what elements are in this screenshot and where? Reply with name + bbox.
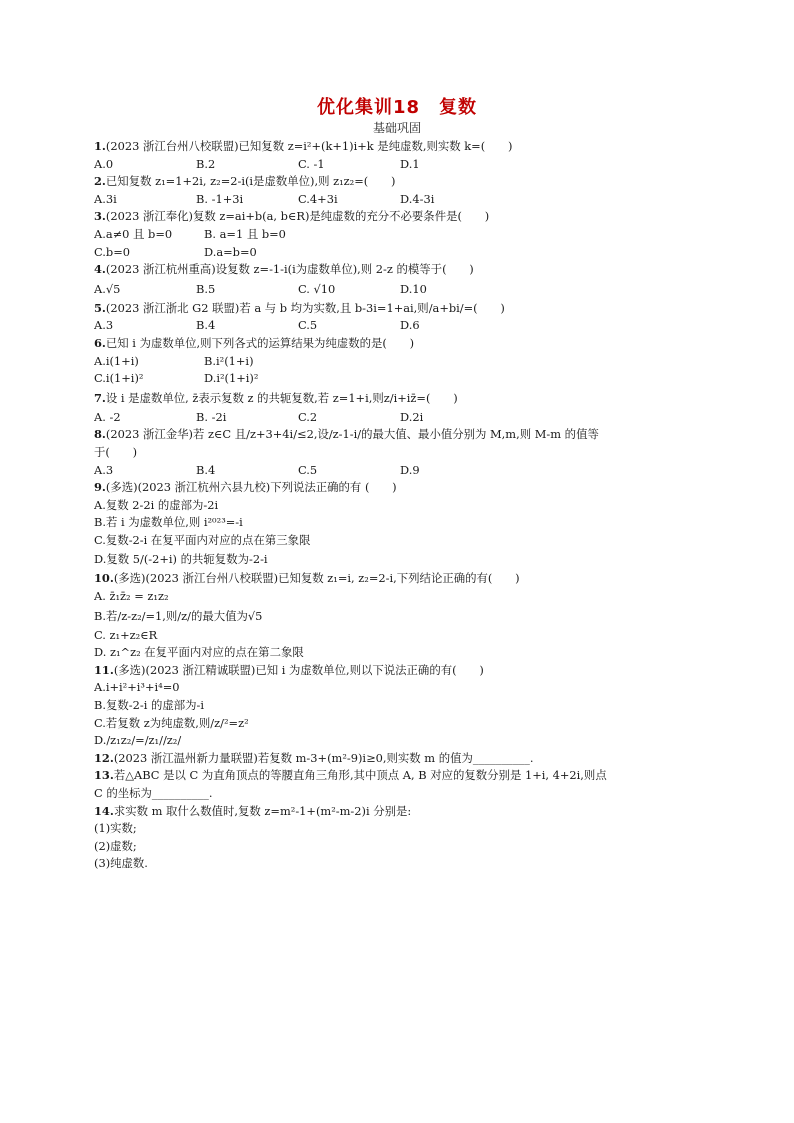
question-number: 14. <box>94 803 114 818</box>
question-text: (2023 浙江杭州重高)设复数 z=-1-i(i为虚数单位),则 2-z 的模等于( ) <box>105 262 474 277</box>
text-line: C. z₁+z₂∈R <box>94 627 158 642</box>
question-number: 6. <box>94 335 106 350</box>
answer-option: A.3 <box>94 462 114 477</box>
question-text: (2023 浙江奉化)复数 z=ai+b(a, b∈R)是纯虚数的充分不必要条件是( ) <box>105 209 490 224</box>
answer-option: B.4 <box>196 462 216 477</box>
question-number: 1. <box>94 139 106 153</box>
question-text: (2023 浙江台州八校联盟)已知复数 z=i²+(k+1)i+k 是纯虚数,则实数 k=( ) <box>105 139 513 153</box>
question-line <box>94 173 700 191</box>
answer-option: B.5 <box>196 281 216 296</box>
option-row <box>94 244 700 262</box>
question-line <box>94 138 700 156</box>
page-title: 优化集训18 复数 <box>316 97 478 118</box>
question-number: 9. <box>94 480 106 495</box>
question-text: (2023 浙江温州新力量联盟)若复数 m-3+(m²-9)i≥0,则实数 m 的值为__________. <box>113 750 534 765</box>
question-text: 已知 i 为虚数单位,则下列各式的运算结果为纯虚数的是( ) <box>105 335 415 350</box>
text-line: D./z₁z₂/=/z₁//z₂/ <box>94 733 182 748</box>
answer-option: B. -2i <box>196 409 227 424</box>
question-number: 8. <box>94 427 106 442</box>
answer-option: D.1 <box>400 156 420 171</box>
answer-option: A.i(1+i) <box>94 353 139 368</box>
answer-option: D.9 <box>400 462 420 477</box>
question-line <box>94 208 700 226</box>
answer-option: A.3i <box>94 191 117 206</box>
question-number: 12. <box>94 750 114 765</box>
question-number: 4. <box>94 262 106 277</box>
answer-option: C.2 <box>298 409 318 424</box>
answer-option: B. -1+3i <box>196 191 244 206</box>
text-line: B.若/z-z₂/=1,则/z/的最大值为√5 <box>94 608 263 623</box>
worksheet <box>94 96 700 873</box>
question-line <box>94 767 700 785</box>
question-number: 5. <box>94 300 106 315</box>
question-text: (2023 浙江浙北 G2 联盟)若 a 与 b 均为实数,且 b-3i=1+ai,则/a+bi/=( ) <box>105 300 505 315</box>
question-number: 3. <box>94 209 106 224</box>
answer-option: B.i²(1+i) <box>204 353 254 368</box>
answer-option: D.10 <box>400 281 427 296</box>
question-text: 已知复数 z₁=1+2i, z₂=2-i(i是虚数单位),则 z₁z₂=( ) <box>105 174 396 189</box>
answer-option: D.2i <box>400 409 424 424</box>
question-line <box>94 750 700 768</box>
answer-option: D.i²(1+i)² <box>204 371 259 386</box>
text-line: 于( ) <box>94 444 138 459</box>
question-line <box>94 662 700 680</box>
option-row <box>94 409 700 427</box>
text-line: A.复数 2-2i 的虚部为-2i <box>94 497 219 512</box>
text-line: C.复数-2-i 在复平面内对应的点在第三象限 <box>94 532 311 547</box>
question-line <box>94 388 700 409</box>
option-row <box>94 370 700 388</box>
question-line <box>94 261 700 279</box>
text-line: (3)纯虚数. <box>94 856 148 871</box>
question-line <box>94 570 700 588</box>
answer-option: A.a≠0 且 b=0 <box>94 226 173 241</box>
answer-option: B.4 <box>196 318 216 333</box>
text-line: (2)虚数; <box>94 838 137 853</box>
answer-option: D.4-3i <box>400 191 435 206</box>
text-line: D. z₁^z₂ 在复平面内对应的点在第二象限 <box>94 645 304 660</box>
question-line <box>94 335 700 353</box>
question-list <box>94 138 700 873</box>
question-line <box>94 426 700 444</box>
text-line: A.i+i²+i³+i⁴=0 <box>94 680 180 695</box>
text-line: C.若复数 z为纯虚数,则/z/²=z² <box>94 715 249 730</box>
question-text: 若△ABC 是以 C 为直角顶点的等腰直角三角形,其中顶点 A, B 对应的复数分别是 1+i, 4+2i,则点 <box>113 768 607 783</box>
question-number: 11. <box>94 662 114 677</box>
answer-option: A.3 <box>94 318 114 333</box>
question-text: (2023 浙江金华)若 z∈C 且/z+3+4i/≤2,设/z-1-i/的最大值、最小值分别为 M,m,则 M-m 的值等 <box>105 427 599 442</box>
question-text: (多选)(2023 浙江精诚联盟)已知 i 为虚数单位,则以下说法正确的有( ) <box>113 662 484 677</box>
answer-option: C. √10 <box>298 281 336 296</box>
text-line: D.复数 5/(-2+i) 的共轭复数为-2-i <box>94 552 268 567</box>
answer-option: C. -1 <box>298 156 325 171</box>
question-text: (多选)(2023 浙江台州八校联盟)已知复数 z₁=i, z₂=2-i,下列结论正确的有( ) <box>113 571 520 586</box>
text-line: B.若 i 为虚数单位,则 i²⁰²³=-i <box>94 515 243 530</box>
answer-option: C.5 <box>298 462 318 477</box>
question-line <box>94 803 700 821</box>
section-subtitle: 基础巩固 <box>372 121 421 135</box>
option-row <box>94 462 700 480</box>
question-number: 10. <box>94 571 114 586</box>
text-line: (1)实数; <box>94 821 137 836</box>
text-line: C 的坐标为__________. <box>94 786 213 800</box>
answer-option: C.b=0 <box>94 244 131 259</box>
option-row <box>94 156 700 174</box>
text-line: A. z̄₁z̄₂ = z₁z₂ <box>94 589 169 604</box>
text-line: B.复数-2-i 的虚部为-i <box>94 698 205 713</box>
question-number: 2. <box>94 174 106 189</box>
answer-option: C.5 <box>298 318 318 333</box>
answer-option: C.i(1+i)² <box>94 371 144 386</box>
option-row <box>94 317 700 335</box>
answer-option: D.a=b=0 <box>204 244 257 259</box>
question-text: 设 i 是虚数单位, z̄表示复数 z 的共轭复数,若 z=1+i,则z/i+iz̄=( ) <box>105 390 458 405</box>
question-text: (多选)(2023 浙江杭州六县九校)下列说法正确的有 ( ) <box>105 480 397 495</box>
option-row <box>94 353 700 371</box>
answer-option: C.4+3i <box>298 191 338 206</box>
answer-option: A.√5 <box>94 281 121 296</box>
answer-option: A. -2 <box>94 409 121 424</box>
answer-option: D.6 <box>400 318 420 333</box>
option-row <box>94 279 700 300</box>
option-row <box>94 226 700 244</box>
question-line <box>94 300 700 318</box>
option-row <box>94 191 700 209</box>
answer-option: B. a=1 且 b=0 <box>204 226 286 241</box>
answer-option: B.2 <box>196 156 216 171</box>
question-text: 求实数 m 取什么数值时,复数 z=m²-1+(m²-m-2)i 分别是: <box>113 803 412 818</box>
answer-option: A.0 <box>94 156 114 171</box>
question-line <box>94 479 700 497</box>
question-number: 13. <box>94 768 114 783</box>
question-number: 7. <box>94 390 106 405</box>
